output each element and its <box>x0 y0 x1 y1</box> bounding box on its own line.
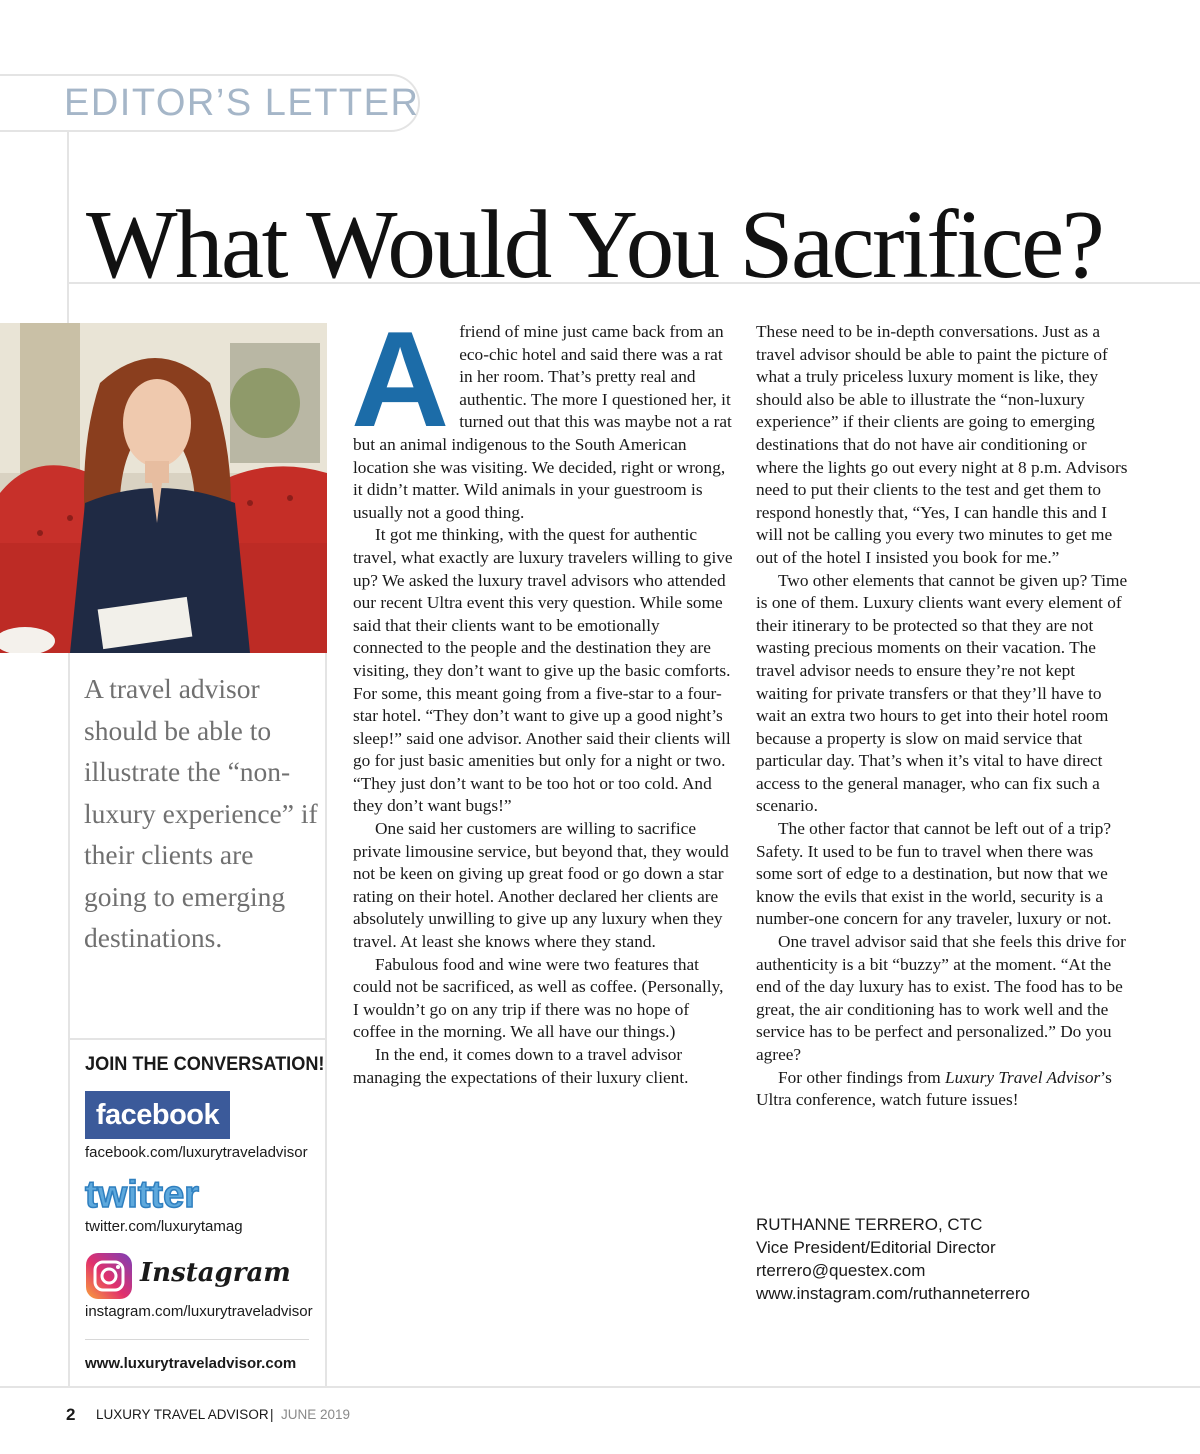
instagram-link[interactable]: instagram.com/luxurytraveladvisor <box>85 1303 313 1320</box>
paragraph: Two other elements that cannot be given up? Time is one of them. Luxury clients want every element of their itinerary to be protected so that they are not wasting precious moments on their vacation. The travel advisor needs to ensure they’re not kept waiting for private transfers or that they’ll have to wait an extra two hours to get into their hotel room because a property is slow on maid service that particular day. That’s when it’s vital to have direct access to the general manager, who can fix such a scenario. <box>756 570 1128 816</box>
paragraph: In the end, it comes down to a travel advisor managing the expectations of their luxury client. <box>353 1045 689 1087</box>
frame-divider <box>67 132 69 324</box>
signature-block <box>756 1213 1030 1305</box>
drop-cap: A <box>351 303 450 455</box>
twitter-link[interactable]: twitter.com/luxurytamag <box>85 1218 243 1235</box>
author-photo <box>0 323 327 653</box>
footer-divider <box>0 1386 1200 1388</box>
join-conversation-heading: JOIN THE CONVERSATION! <box>85 1053 325 1075</box>
footer-separator: | <box>270 1407 274 1422</box>
facebook-logo[interactable]: facebook <box>85 1091 230 1139</box>
sidebar-divider <box>68 1038 327 1040</box>
paragraph: One said her customers are willing to sacrifice private limousine service, but beyond that, they would not be keen on giving up great food or go down a star rating on their hotel. Another declared her clients are absolutely unwilling to give up any luxury when they travel. At least she knows where they stand. <box>353 819 729 952</box>
paragraph: One travel advisor said that she feels this drive for authenticity is a bit “buzzy” at the moment. “At the end of the day luxury has to exist. The food has to be great, the air conditioning has to work well and the service has to be perfect and personalized.” Do you agree? <box>756 932 1126 1064</box>
instagram-icon[interactable] <box>85 1252 133 1300</box>
headline: What Would You Sacrifice? <box>86 191 1103 298</box>
author-title: Vice President/Editorial Director <box>756 1238 996 1257</box>
author-name: RUTHANNE TERRERO, CTC <box>756 1215 983 1234</box>
instagram-wordmark: Instagram <box>140 1258 291 1288</box>
paragraph: Fabulous food and wine were two features that could not be sacrificed, as well as coffee. (Personally, I wouldn’t go on any trip if there was no hope of coffee in the morning. We all have our things.) <box>353 954 724 1042</box>
author-email[interactable]: rterrero@questex.com <box>756 1261 926 1280</box>
article-column-2 <box>756 321 1131 1112</box>
section-label: EDITOR’S LETTER <box>64 82 420 124</box>
footer-publication: LUXURY TRAVEL ADVISOR <box>96 1407 269 1422</box>
paragraph: These need to be in-depth conversations. Just as a travel advisor should be able to paint the picture of what a truly priceless luxury moment is like, they should also be able to illustrate the “non-luxury experience” if their clients are going to emerging destinations that do not have air conditioning or where the lights go out every night at 8 p.m. Advisors need to put their clients to the test and get them to respond honestly that, “Yes, I can handle this and I will not be calling you every two minutes to get me out of the hotel I insisted you book for me.” <box>756 322 1128 567</box>
publication-name: Luxury Travel Advisor <box>945 1067 1101 1087</box>
footer-date: JUNE 2019 <box>281 1407 351 1422</box>
page-number: 2 <box>66 1405 76 1424</box>
sidebar-divider <box>85 1339 309 1340</box>
paragraph: The other factor that cannot be left out of a trip? Safety. It used to be fun to travel when there was some sort of edge to a destination, but now that we know the evils that exist in the world, security is a number-one concern for any traveler, luxury or not. <box>756 819 1112 929</box>
paragraph: For other findings from Luxury Travel Advisor’s Ultra conference, watch future issues! <box>756 1067 1112 1110</box>
website-link[interactable]: www.luxurytraveladvisor.com <box>85 1355 297 1372</box>
paragraph: Afriend of mine just came back from an eco-chic hotel and said there was a rat in her room. That’s pretty real and authentic. The more I questioned her, it turned out that this was maybe not a rat but an animal indigenous to the South American location she was visiting. We decided, right or wrong, it didn’t matter. Wild animals in your guestroom is usually not a good thing. <box>351 303 732 522</box>
facebook-link[interactable]: facebook.com/luxurytraveladvisor <box>85 1144 308 1161</box>
pull-quote: A travel advisor should be able to illustrate the “non-luxury experience” if their clients are going to emerging destinations. <box>84 673 318 953</box>
article-column-1 <box>351 303 733 1089</box>
twitter-logo[interactable]: twitter <box>85 1174 199 1216</box>
paragraph: It got me thinking, with the quest for authentic travel, what exactly are luxury travelers willing to give up? We asked the luxury travel advisors who attended our recent Ultra event this very question. While some said that their clients want to be emotionally connected to the people and the destination they are visiting, they don’t want to give up the basic comforts. For some, this meant going from a five-star to a four-star hotel. “They don’t want to give up a good night’s sleep!” said one advisor. Another said their clients will go for just basic amenities but only for a night or two. “They just don’t want to be too hot or too cold. And they don’t want bugs!” <box>353 525 733 816</box>
author-instagram[interactable]: www.instagram.com/ruthanneterrero <box>756 1284 1031 1303</box>
